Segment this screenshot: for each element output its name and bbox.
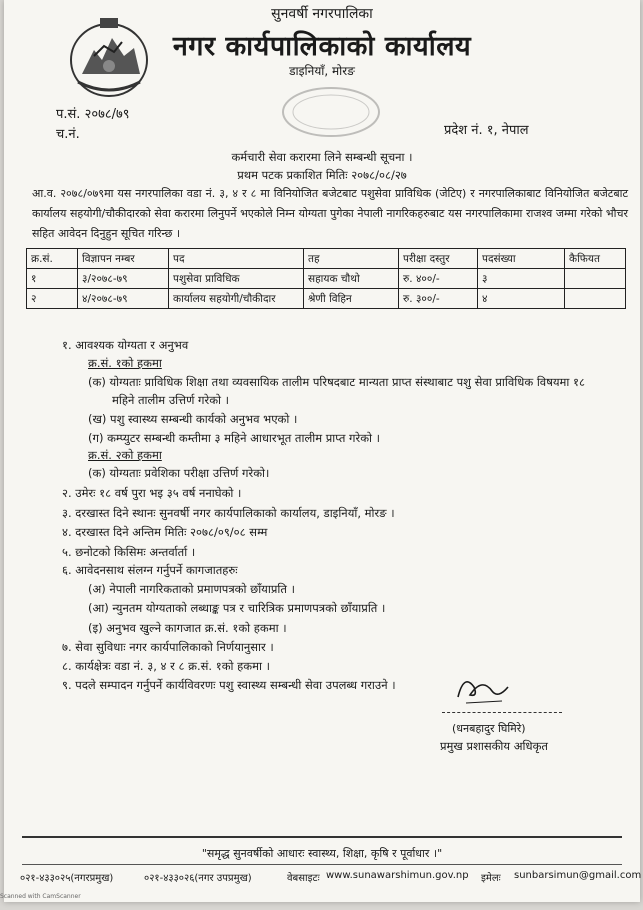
table-header: विज्ञापन नम्बर xyxy=(78,249,169,269)
table-header: पद xyxy=(169,249,304,269)
document-page xyxy=(4,0,640,902)
notice-title: कर्मचारी सेवा करारमा लिने सम्बन्धी सूचना । xyxy=(231,150,413,164)
table-cell: ४/२०७८-७९ xyxy=(78,289,169,309)
phone-mayor: ०२१-४३३०२५(नगरप्रमुख) xyxy=(20,873,114,884)
table-cell: पशुसेवा प्राविधिक xyxy=(169,269,304,289)
requirement-1b: (ख) पशु स्वास्थ्य सम्बन्धी कार्यको अनुभव भएको । xyxy=(88,412,298,426)
requirement-item-3: ३. दरखास्त दिने स्थानः सुनवर्षी नगर कार्यपालिकाको कार्यालय, डाइनियाँ, मोरङ । xyxy=(62,506,395,520)
requirement-1a-line1: (क) योग्यताः प्राविधिक शिक्षा तथा व्यवसायिक तालीम परिषदबाट मान्यता प्राप्त संस्थाबाट पशु सेवा प्राविधिक विषयमा १८ xyxy=(88,375,585,389)
table-row xyxy=(27,289,626,309)
signatory-name: (धनबहादुर घिमिरे) xyxy=(452,722,526,735)
signature-icon xyxy=(452,667,512,707)
email-label: इमेलः xyxy=(481,873,501,884)
table-cell: रु. ३००/- xyxy=(399,289,478,309)
requirement-2a: (क) योग्यताः प्रवेशिका परीक्षा उत्तिर्ण गरेको। xyxy=(88,466,270,480)
reference-number: प.सं. २०७८/७९ xyxy=(56,107,130,122)
signature-line xyxy=(442,712,562,713)
website-label: वेबसाइटः xyxy=(287,873,320,884)
office-title: नगर कार्यपालिकाको कार्यालय xyxy=(172,31,472,62)
notice-intro: आ.व. २०७८/०७९मा यस नगरपालिका वडा नं. ३, ४ र ८ मा विनियोजित बजेटबाट पशुसेवा प्राविधिक (जेटिए) र नगरपालिकाबाट विनियोजित बजेटबाट कार्यालय सहयोगी/चौकीदारको सेवा करारमा लिनुपर्ने भएकोले निम्न योग्यता पुगेका नेपाली नागरिकहरुबाट यस नगरपालिकामा राजश्व जम्मा गरेको भौचर सहित आवेदन दिनुहुन सूचित गरिन्छ । xyxy=(32,187,628,240)
requirement-item-5: ५. छनोटको किसिमः अन्तर्वार्ता । xyxy=(62,545,196,559)
table-cell: १ xyxy=(27,269,78,289)
footer-divider-bottom xyxy=(22,864,622,865)
table-header: पदसंख्या xyxy=(478,249,565,269)
dispatch-number: च.नं. xyxy=(56,127,80,142)
table-row xyxy=(27,269,626,289)
table-cell: सहायक चौथो xyxy=(304,269,399,289)
signatory-title: प्रमुख प्रशासकीय अधिकृत xyxy=(440,739,548,753)
table-header-row xyxy=(27,249,626,269)
requirement-1c: (ग) कम्प्युटर सम्बन्धी कम्तीमा ३ महिने आधारभूत तालीम प्राप्त गरेको । xyxy=(88,431,381,445)
requirement-6a: (अ) नेपाली नागरिकताको प्रमाणपत्रको छाँयाप्रति । xyxy=(88,582,295,596)
table-cell: २ xyxy=(27,289,78,309)
sub-heading-2: क्र.सं. २को हकमा xyxy=(88,448,162,462)
requirement-item-6: ६. आवेदनसाथ संलग्न गर्नुपर्ने कागजातहरुः xyxy=(62,563,238,577)
office-stamp-icon xyxy=(276,82,386,142)
requirement-6c: (इ) अनुभव खुल्ने कागजात क्र.सं. १को हकमा । xyxy=(88,621,287,635)
table-cell: कार्यालय सहयोगी/चौकीदार xyxy=(169,289,304,309)
requirement-1a-line2: महिने तालीम उत्तिर्ण गरेको । xyxy=(112,393,230,407)
scanner-watermark: Scanned with CamScanner xyxy=(0,893,81,900)
requirement-6b: (आ) न्युनतम योग्यताको लब्धाङ्क पत्र र चारित्रिक प्रमाणपत्रको छाँयाप्रति । xyxy=(88,601,386,615)
table-header: तह xyxy=(304,249,399,269)
phone-deputy: ०२१-४३३०२६(नगर उपप्रमुख) xyxy=(144,873,252,884)
requirement-item-7: ७. सेवा सुविधाः नगर कार्यपालिकाको निर्णयानुसार । xyxy=(62,640,274,654)
footer-slogan: "समृद्ध सुनवर्षीको आधारः स्वास्थ्य, शिक्षा, कृषि र पूर्वाधार ।" xyxy=(201,847,443,860)
table-cell xyxy=(565,269,626,289)
table-header: कैफियत xyxy=(565,249,626,269)
table-cell: ४ xyxy=(478,289,565,309)
vacancy-table xyxy=(26,248,626,309)
requirement-item-8: ८. कार्यक्षेत्रः वडा नं. ३, ४ र ८ क्र.सं. १को हकमा । xyxy=(62,659,270,673)
requirement-item-9: ९. पदले सम्पादन गर्नुपर्ने कार्यविवरणः पशु स्वास्थ्य सम्बन्धी सेवा उपलब्ध गराउने । xyxy=(62,678,396,692)
table-cell: श्रेणी विहिन xyxy=(304,289,399,309)
footer-divider-top xyxy=(22,836,622,838)
requirement-item-2: २. उमेरः १८ वर्ष पुरा भइ ३५ वर्ष ननाघेको । xyxy=(62,486,242,500)
table-header: क्र.सं. xyxy=(27,249,78,269)
municipality-name: सुनवर्षी नगरपालिका xyxy=(271,6,373,22)
email-link[interactable]: sunbarsimun@gmail.com xyxy=(514,870,642,881)
requirement-item-1: १. आवश्यक योग्यता र अनुभव xyxy=(62,338,189,352)
requirement-item-4: ४. दरखास्त दिने अन्तिम मितिः २०७८/०९/०८ सम्म xyxy=(62,525,268,539)
table-cell xyxy=(565,289,626,309)
table-header: परीक्षा दस्तुर xyxy=(399,249,478,269)
table-cell: रु. ४००/- xyxy=(399,269,478,289)
sub-heading-1: क्र.सं. १को हकमा xyxy=(88,356,162,370)
publish-date: प्रथम पटक प्रकाशित मितिः २०७८/०८/२७ xyxy=(237,168,407,182)
table-cell: ३ xyxy=(478,269,565,289)
table-cell: ३/२०७८-७९ xyxy=(78,269,169,289)
website-link[interactable]: www.sunawarshimun.gov.np xyxy=(326,870,469,881)
province-label: प्रदेश नं. १, नेपाल xyxy=(444,123,529,138)
office-address: डाइनियाँ, मोरङ xyxy=(289,64,355,78)
